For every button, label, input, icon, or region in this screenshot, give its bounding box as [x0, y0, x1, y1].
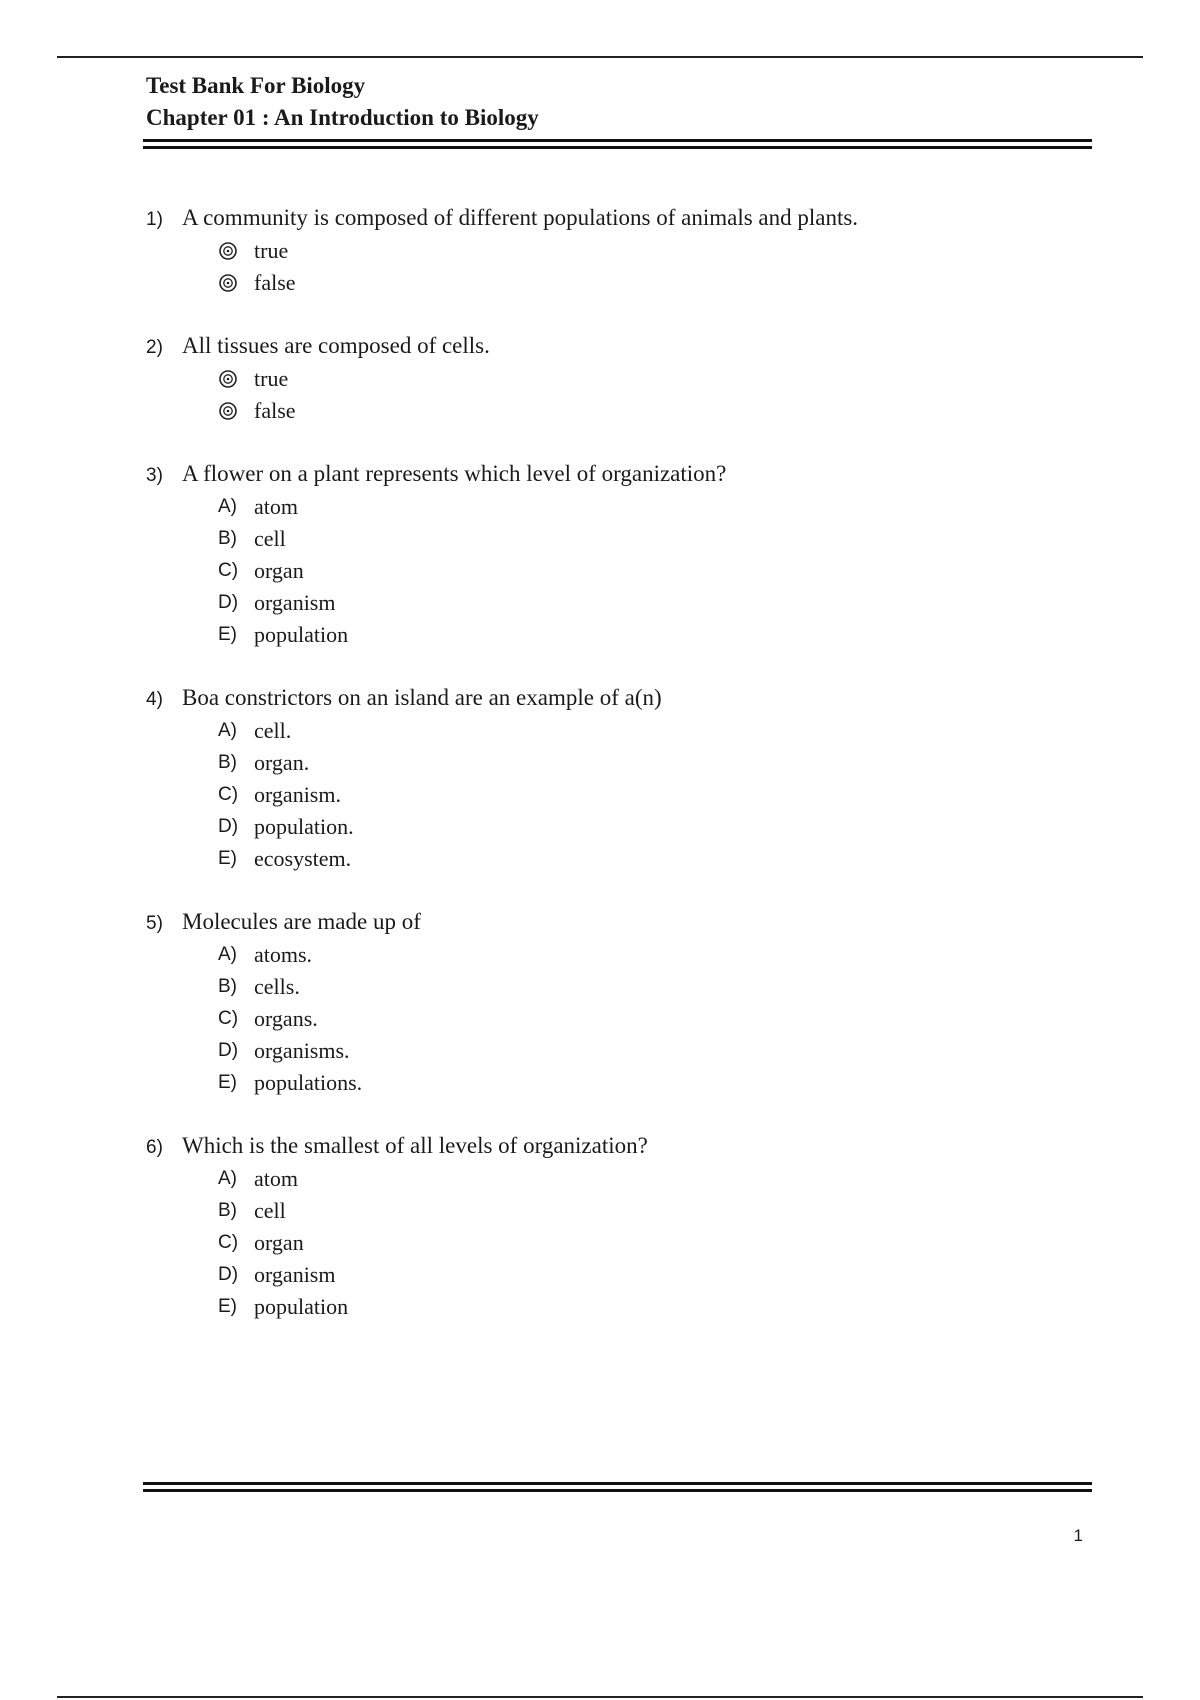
question-item	[146, 202, 1096, 299]
option-text: atoms.	[254, 942, 313, 967]
answer-option[interactable]	[218, 587, 1096, 619]
question-text: Molecules are made up of	[182, 909, 421, 934]
option-text: cells.	[254, 974, 300, 999]
option-text: cell	[254, 526, 286, 551]
option-letter: A)	[218, 944, 237, 965]
answer-options	[218, 939, 1096, 1099]
radio-icon[interactable]	[218, 401, 254, 421]
document-title: Test Bank For Biology	[146, 73, 366, 98]
footer-divider	[143, 1482, 1092, 1492]
option-text: population	[254, 1294, 349, 1319]
answer-option[interactable]	[218, 939, 1096, 971]
option-text: false	[254, 270, 296, 295]
option-text: true	[254, 238, 289, 263]
option-text: cell.	[254, 718, 292, 743]
answer-option[interactable]	[218, 1291, 1096, 1323]
question-row	[146, 906, 1096, 939]
option-text: population	[254, 622, 349, 647]
answer-option[interactable]	[218, 1163, 1096, 1195]
option-letter: B)	[218, 752, 237, 773]
option-letter: D)	[218, 1264, 239, 1285]
answer-options	[218, 363, 1096, 427]
answer-option[interactable]	[218, 779, 1096, 811]
option-text: population.	[254, 814, 354, 839]
option-letter: C)	[218, 1008, 239, 1029]
option-letter: B)	[218, 1200, 237, 1221]
question-list	[146, 202, 1096, 1354]
option-letter: C)	[218, 784, 239, 805]
header-divider	[143, 139, 1092, 149]
option-text: organ	[254, 1230, 304, 1255]
option-letter: E)	[218, 1296, 237, 1317]
question-text: A community is composed of different populations of animals and plants.	[182, 205, 859, 230]
option-text: organ	[254, 558, 304, 583]
page-top-border	[57, 56, 1143, 58]
question-number: 2)	[146, 337, 163, 358]
option-text: populations.	[254, 1070, 363, 1095]
question-number: 3)	[146, 465, 163, 486]
question-item	[146, 330, 1096, 427]
question-number: 1)	[146, 209, 163, 230]
option-letter: E)	[218, 624, 237, 645]
question-text: All tissues are composed of cells.	[182, 333, 490, 358]
answer-option[interactable]	[218, 1259, 1096, 1291]
page-bottom-border	[57, 1696, 1143, 1698]
option-letter: C)	[218, 1232, 239, 1253]
answer-option[interactable]	[218, 491, 1096, 523]
radio-icon[interactable]	[218, 241, 254, 261]
answer-options	[218, 1163, 1096, 1323]
question-text: Which is the smallest of all levels of organization?	[182, 1133, 648, 1158]
option-letter: D)	[218, 592, 239, 613]
answer-option[interactable]	[218, 363, 1096, 395]
option-text: false	[254, 398, 296, 423]
answer-option[interactable]	[218, 523, 1096, 555]
answer-option[interactable]	[218, 971, 1096, 1003]
question-number: 5)	[146, 913, 163, 934]
option-text: organism.	[254, 782, 341, 807]
option-text: true	[254, 366, 289, 391]
question-text: A flower on a plant represents which level of organization?	[182, 461, 727, 486]
answer-option[interactable]	[218, 715, 1096, 747]
option-text: organ.	[254, 750, 310, 775]
question-item	[146, 906, 1096, 1099]
question-row	[146, 1130, 1096, 1163]
answer-option[interactable]	[218, 1067, 1096, 1099]
answer-option[interactable]	[218, 1227, 1096, 1259]
radio-icon[interactable]	[218, 369, 254, 389]
option-letter: B)	[218, 528, 237, 549]
option-letter: D)	[218, 1040, 239, 1061]
chapter-title: Chapter 01 : An Introduction to Biology	[146, 105, 539, 130]
option-text: organisms.	[254, 1038, 350, 1063]
question-row	[146, 682, 1096, 715]
question-item	[146, 1130, 1096, 1323]
option-letter: C)	[218, 560, 239, 581]
document-header	[146, 70, 1096, 134]
question-item	[146, 682, 1096, 875]
option-letter: A)	[218, 496, 237, 517]
answer-option[interactable]	[218, 843, 1096, 875]
answer-options	[218, 715, 1096, 875]
page-number: 1	[1073, 1526, 1083, 1545]
answer-option[interactable]	[218, 619, 1096, 651]
answer-option[interactable]	[218, 1035, 1096, 1067]
option-text: organs.	[254, 1006, 318, 1031]
answer-option[interactable]	[218, 395, 1096, 427]
option-text: atom	[254, 494, 298, 519]
option-text: organism	[254, 590, 336, 615]
question-row	[146, 458, 1096, 491]
option-letter: E)	[218, 848, 237, 869]
answer-option[interactable]	[218, 747, 1096, 779]
option-letter: D)	[218, 816, 239, 837]
option-letter: B)	[218, 976, 237, 997]
answer-option[interactable]	[218, 235, 1096, 267]
answer-option[interactable]	[218, 267, 1096, 299]
question-item	[146, 458, 1096, 651]
answer-option[interactable]	[218, 811, 1096, 843]
radio-icon[interactable]	[218, 273, 254, 293]
option-text: atom	[254, 1166, 298, 1191]
question-row	[146, 202, 1096, 235]
question-number: 4)	[146, 689, 163, 710]
answer-options	[218, 235, 1096, 299]
question-row	[146, 330, 1096, 363]
option-text: ecosystem.	[254, 846, 352, 871]
question-text: Boa constrictors on an island are an example of a(n)	[182, 685, 662, 710]
answer-option[interactable]	[218, 1195, 1096, 1227]
option-letter: A)	[218, 1168, 237, 1189]
answer-options	[218, 491, 1096, 651]
answer-option[interactable]	[218, 555, 1096, 587]
answer-option[interactable]	[218, 1003, 1096, 1035]
option-text: organism	[254, 1262, 336, 1287]
option-letter: E)	[218, 1072, 237, 1093]
question-number: 6)	[146, 1137, 163, 1158]
option-text: cell	[254, 1198, 286, 1223]
option-letter: A)	[218, 720, 237, 741]
